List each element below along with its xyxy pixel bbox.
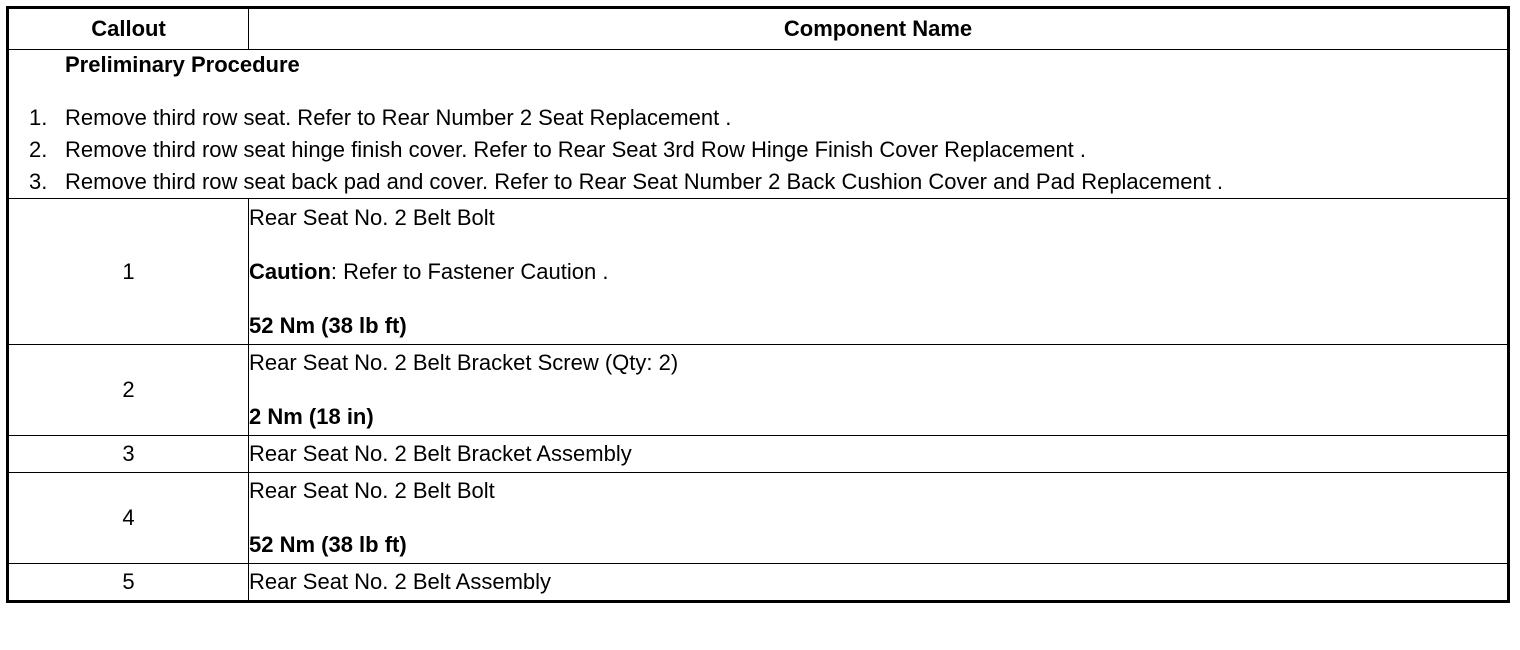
table-row: [8, 564, 1509, 602]
callout-cell: 5: [8, 564, 249, 602]
caution-label: Caution: [249, 258, 331, 284]
table-row: [8, 345, 1509, 436]
caution-line: [249, 257, 1507, 287]
step-number: 3.: [29, 169, 48, 194]
component-cell: [249, 564, 1509, 602]
component-name: Rear Seat No. 2 Belt Bolt: [249, 478, 495, 503]
step-item: [9, 102, 1507, 134]
preliminary-title: Preliminary Procedure: [65, 52, 300, 77]
table-row: [8, 199, 1509, 345]
step-item: [9, 134, 1507, 166]
step-text: Remove third row seat back pad and cover. Refer to Rear Seat Number 2 Back Cushion Cover and Pad Replacement .: [65, 169, 1224, 194]
callout-cell: 4: [8, 473, 249, 564]
torque-spec: 52 Nm (38 lb ft): [249, 312, 407, 338]
table-row: [8, 473, 1509, 564]
component-cell: [249, 345, 1509, 436]
preliminary-row: [8, 50, 1509, 199]
table-row: [8, 436, 1509, 473]
step-number: 1.: [29, 105, 48, 130]
step-item: [9, 166, 1507, 198]
component-name: Rear Seat No. 2 Belt Bolt: [249, 204, 495, 230]
callout-cell: 3: [8, 436, 249, 473]
component-cell: [249, 473, 1509, 564]
component-table: [6, 6, 1510, 603]
callout-cell: 2: [8, 345, 249, 436]
torque-spec: 2 Nm (18 in): [249, 404, 374, 429]
component-name: Rear Seat No. 2 Belt Assembly: [249, 569, 552, 594]
step-number: 2.: [29, 137, 48, 162]
preliminary-procedure: [8, 50, 1509, 199]
table-header-row: [8, 8, 1509, 50]
preliminary-steps: [9, 102, 1507, 198]
component-name: Rear Seat No. 2 Belt Bracket Assembly: [249, 441, 632, 466]
header-component-name: Component Name: [249, 8, 1509, 50]
header-callout: Callout: [8, 8, 249, 50]
callout-cell: 1: [8, 199, 249, 345]
component-cell: [249, 436, 1509, 473]
torque-spec: 52 Nm (38 lb ft): [249, 532, 407, 557]
component-cell: [249, 199, 1509, 345]
component-name: Rear Seat No. 2 Belt Bracket Screw (Qty: 2): [249, 350, 679, 375]
step-text: Remove third row seat hinge finish cover. Refer to Rear Seat 3rd Row Hinge Finish Cover Replacement .: [65, 137, 1087, 162]
caution-text: : Refer to Fastener Caution .: [330, 258, 609, 284]
step-text: Remove third row seat. Refer to Rear Number 2 Seat Replacement .: [65, 105, 732, 130]
